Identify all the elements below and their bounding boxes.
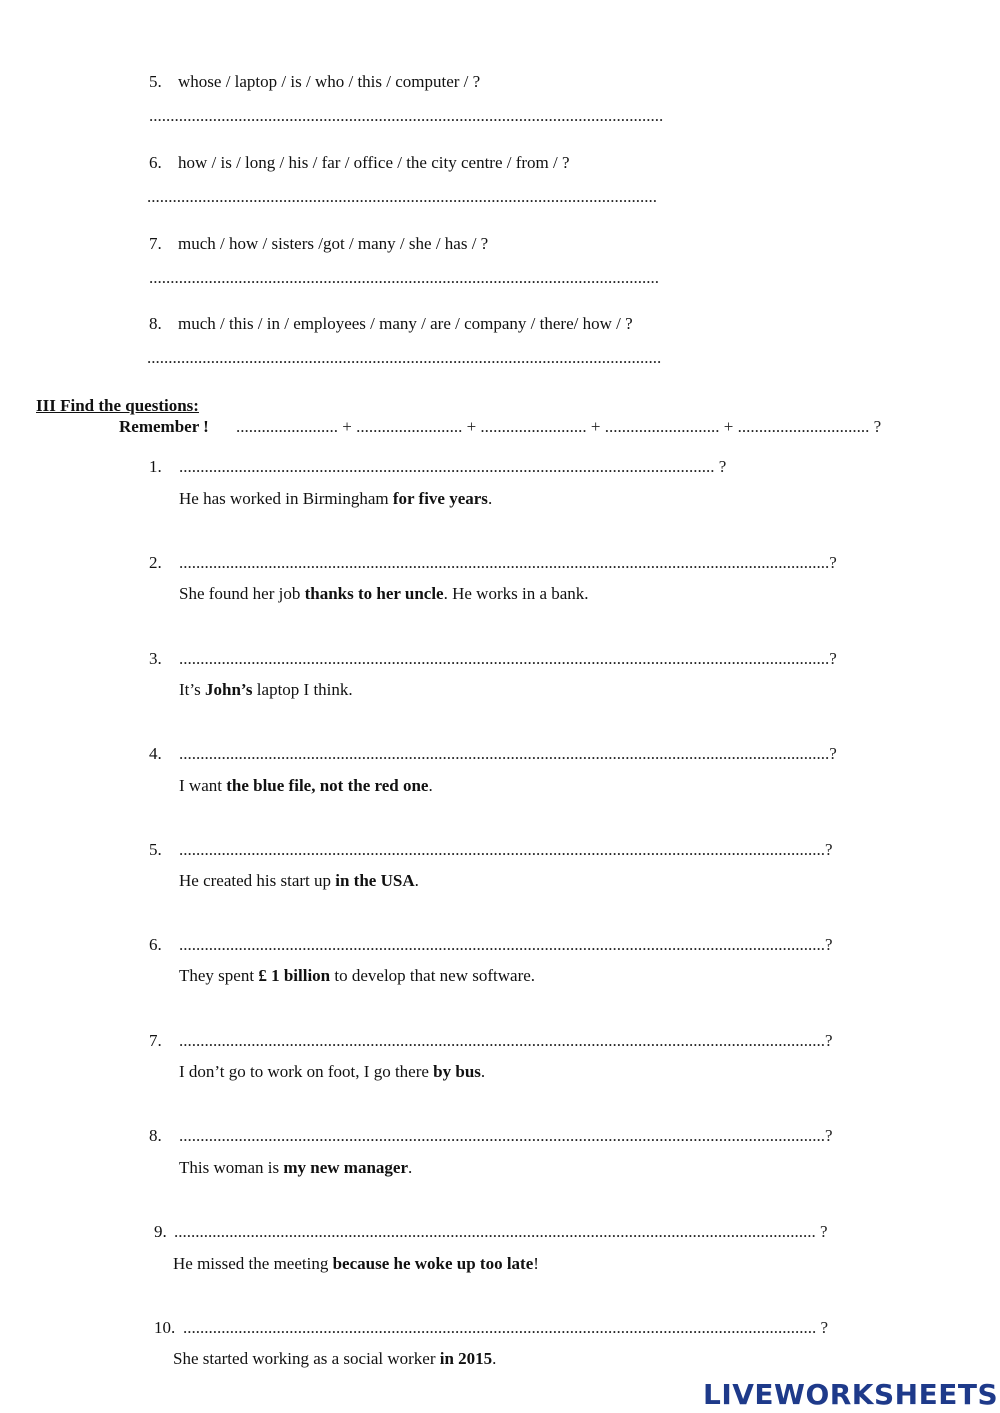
question-number: 3. (149, 649, 162, 668)
sentence-text: laptop I think. (252, 680, 353, 699)
question-answer-line[interactable]: .........................................................................................................................................................? (179, 553, 837, 572)
sentence-text: . He works in a bank. (443, 584, 589, 603)
item-prompt: how / is / long / his / far / office / the city centre / from / ? (178, 153, 570, 172)
sentence-text: . (492, 1349, 497, 1368)
question-answer-line[interactable]: ........................................................................................................................................................? (179, 935, 833, 954)
logo-text: LIVEWORKSHEETS (703, 1377, 999, 1411)
question-answer-line[interactable]: ....................................................................................................................................................... ? (174, 1222, 828, 1241)
section2-item-5 (149, 72, 480, 92)
section2-item-7 (149, 234, 488, 254)
answer-line[interactable]: ........................................................................................................................ (149, 268, 659, 287)
answer-line[interactable]: ......................................................................................................................... (149, 106, 664, 125)
sentence-text: He missed the meeting (173, 1254, 333, 1273)
question-number: 1. (149, 457, 162, 476)
sentence-key-phrase: in the USA (335, 871, 415, 890)
answer-sentence (173, 1254, 539, 1274)
remember-label: Remember ! (119, 417, 209, 436)
sentence-text: . (428, 776, 433, 795)
question-answer-line[interactable]: ..................................................................................................................................................... ? (183, 1318, 829, 1337)
answer-sentence (179, 776, 433, 796)
question-number: 8. (149, 1126, 162, 1145)
section3-title: III Find the questions: (36, 396, 199, 415)
sentence-text: I don’t go to work on foot, I go there (179, 1062, 434, 1081)
answer-sentence (179, 680, 353, 700)
sentence-key-phrase: my new manager (283, 1158, 409, 1177)
question-number: 9. (154, 1222, 167, 1241)
question-number: 10. (154, 1318, 176, 1337)
answer-sentence (179, 871, 419, 891)
sentence-text: . (414, 871, 419, 890)
sentence-text: This woman is (179, 1158, 284, 1177)
answer-sentence (179, 1062, 485, 1082)
sentence-text: She found her job (179, 584, 305, 603)
item-number: 8. (149, 314, 162, 333)
answer-line[interactable]: ......................................................................................................................... (147, 348, 662, 367)
question-number: 2. (149, 553, 162, 572)
item-number: 7. (149, 234, 162, 253)
question-number: 5. (149, 840, 162, 859)
sentence-key-phrase: £ 1 billion (258, 966, 331, 985)
sentence-key-phrase: in 2015 (439, 1349, 493, 1368)
sentence-text: ! (533, 1254, 539, 1273)
sentence-text: I want (179, 776, 227, 795)
answer-line[interactable]: ........................................................................................................................ (147, 187, 657, 206)
sentence-text: . (487, 489, 493, 508)
answer-sentence (179, 489, 492, 509)
item-prompt: much / how / sisters /got / many / she / has / ? (178, 234, 489, 253)
question-number: 7. (149, 1031, 162, 1050)
item-prompt: much / this / in / employees / many / are / company / there/ how / ? (178, 314, 633, 333)
answer-sentence (179, 966, 535, 986)
section2-item-6 (149, 153, 570, 173)
item-prompt: whose / laptop / is / who / this / computer / ? (178, 72, 481, 91)
question-answer-line[interactable]: ........................................................................................................................................................? (179, 840, 833, 859)
sentence-text: She started working as a social worker (173, 1349, 440, 1368)
sentence-text: They spent (179, 966, 259, 985)
question-answer-line[interactable]: .............................................................................................................................. ? (179, 457, 727, 476)
question-answer-line[interactable]: .........................................................................................................................................................? (179, 744, 837, 763)
question-answer-line[interactable]: .........................................................................................................................................................? (179, 649, 837, 668)
question-number: 6. (149, 935, 162, 954)
question-answer-line[interactable]: ........................................................................................................................................................? (179, 1126, 833, 1145)
answer-sentence (179, 584, 589, 604)
sentence-key-phrase: the blue file, not the red one (226, 776, 429, 795)
liveworksheets-logo (700, 1377, 999, 1411)
sentence-text: It’s (179, 680, 205, 699)
sentence-text: He has worked in Birmingham (179, 489, 393, 508)
sentence-key-phrase: because he woke up too late (332, 1254, 534, 1273)
sentence-text: to develop that new software. (330, 966, 536, 985)
remember-pattern: ........................ + ......................... + ......................... + ........................... + ............................... ? (236, 417, 882, 436)
sentence-key-phrase: by bus (433, 1062, 481, 1081)
sentence-text: . (408, 1158, 413, 1177)
liveworksheets-logo-icon (700, 1381, 701, 1407)
item-number: 6. (149, 153, 162, 172)
sentence-text: He created his start up (179, 871, 336, 890)
item-number: 5. (149, 72, 162, 91)
sentence-key-phrase: John’s (204, 680, 253, 699)
sentence-key-phrase: thanks to her uncle (304, 584, 444, 603)
answer-sentence (173, 1349, 496, 1369)
sentence-text: . (480, 1062, 486, 1081)
answer-sentence (179, 1158, 412, 1178)
section2-item-8 (149, 314, 633, 334)
question-number: 4. (149, 744, 162, 763)
sentence-key-phrase: for five years (392, 489, 488, 508)
question-answer-line[interactable]: ........................................................................................................................................................? (179, 1031, 833, 1050)
